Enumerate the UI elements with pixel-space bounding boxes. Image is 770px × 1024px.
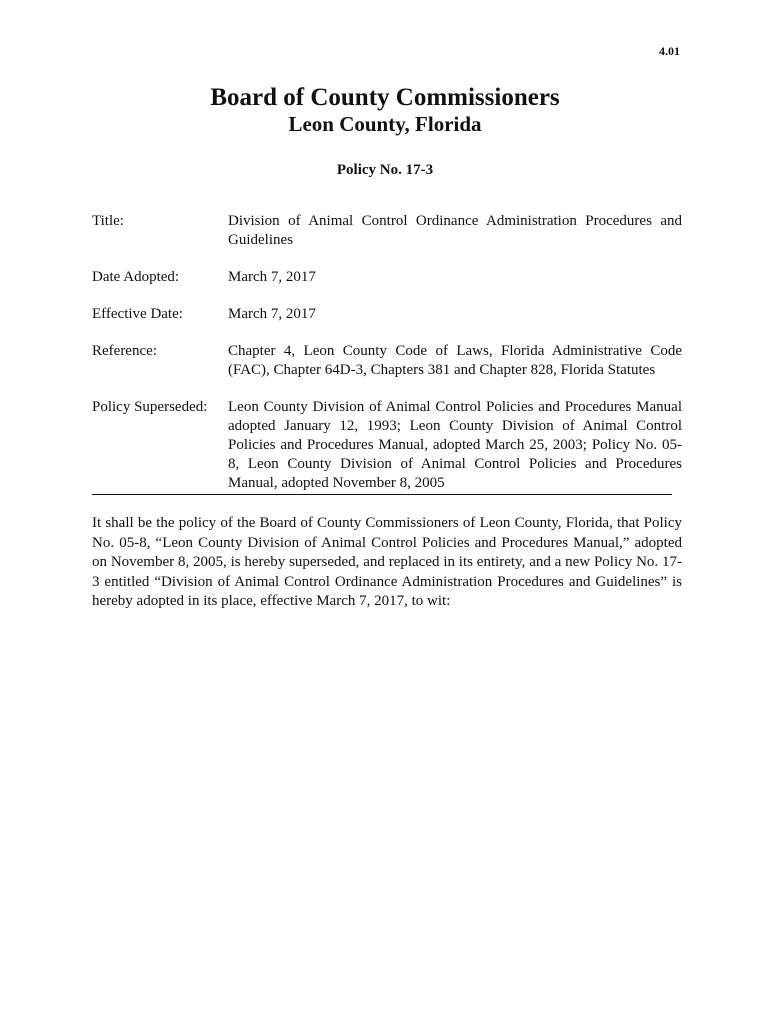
policy-fields	[92, 212, 682, 511]
field-value: Division of Animal Control Ordinance Administration Procedures and Guidelines	[228, 213, 682, 248]
field-label: Effective Date:	[92, 306, 183, 322]
field-row-date-adopted	[92, 268, 682, 287]
field-row-reference	[92, 342, 682, 380]
document-subtitle: Leon County, Florida	[288, 112, 482, 136]
document-title-text: Board of County Commissioners	[210, 84, 560, 111]
field-value: March 7, 2017	[228, 269, 316, 285]
document-title	[0, 84, 770, 112]
page-number: 4.01	[659, 44, 680, 58]
policy-number: Policy No. 17-3	[336, 162, 434, 178]
field-label: Policy Superseded:	[92, 399, 208, 415]
field-label: Reference:	[92, 343, 157, 359]
field-label: Title:	[92, 213, 124, 229]
horizontal-divider	[92, 494, 672, 495]
field-row-title	[92, 212, 682, 250]
intro-paragraph: It shall be the policy of the Board of County Commissioners of Leon County, Florida, that Policy No. 05-8, “Leon County Division of Animal Control Policies and Procedures Manual,” adopted on November 8, 2005, is hereby superseded, and replaced in its entirety, and a new Policy No. 17-3 entitled “Division of Animal Control Ordinance Administration Procedures and Guidelines” is hereby adopted in its place, effective March 7, 2017, to wit:	[92, 515, 682, 609]
field-row-effective-date	[92, 305, 682, 324]
field-row-policy-superseded	[92, 398, 682, 493]
field-value: March 7, 2017	[228, 306, 316, 322]
field-label: Date Adopted:	[92, 269, 180, 285]
field-value: Chapter 4, Leon County Code of Laws, Florida Administrative Code (FAC), Chapter 64D-3, Chapters 381 and Chapter 828, Florida Statutes	[228, 343, 682, 378]
field-value: Leon County Division of Animal Control Policies and Procedures Manual adopted January 12, 1993; Leon County Division of Animal Control Policies and Procedures Manual, adopted March 25, 2003; Policy No. 05-8, Leon County Division of Animal Control Policies and Procedures Manual, adopted November 8, 2005	[228, 399, 682, 491]
